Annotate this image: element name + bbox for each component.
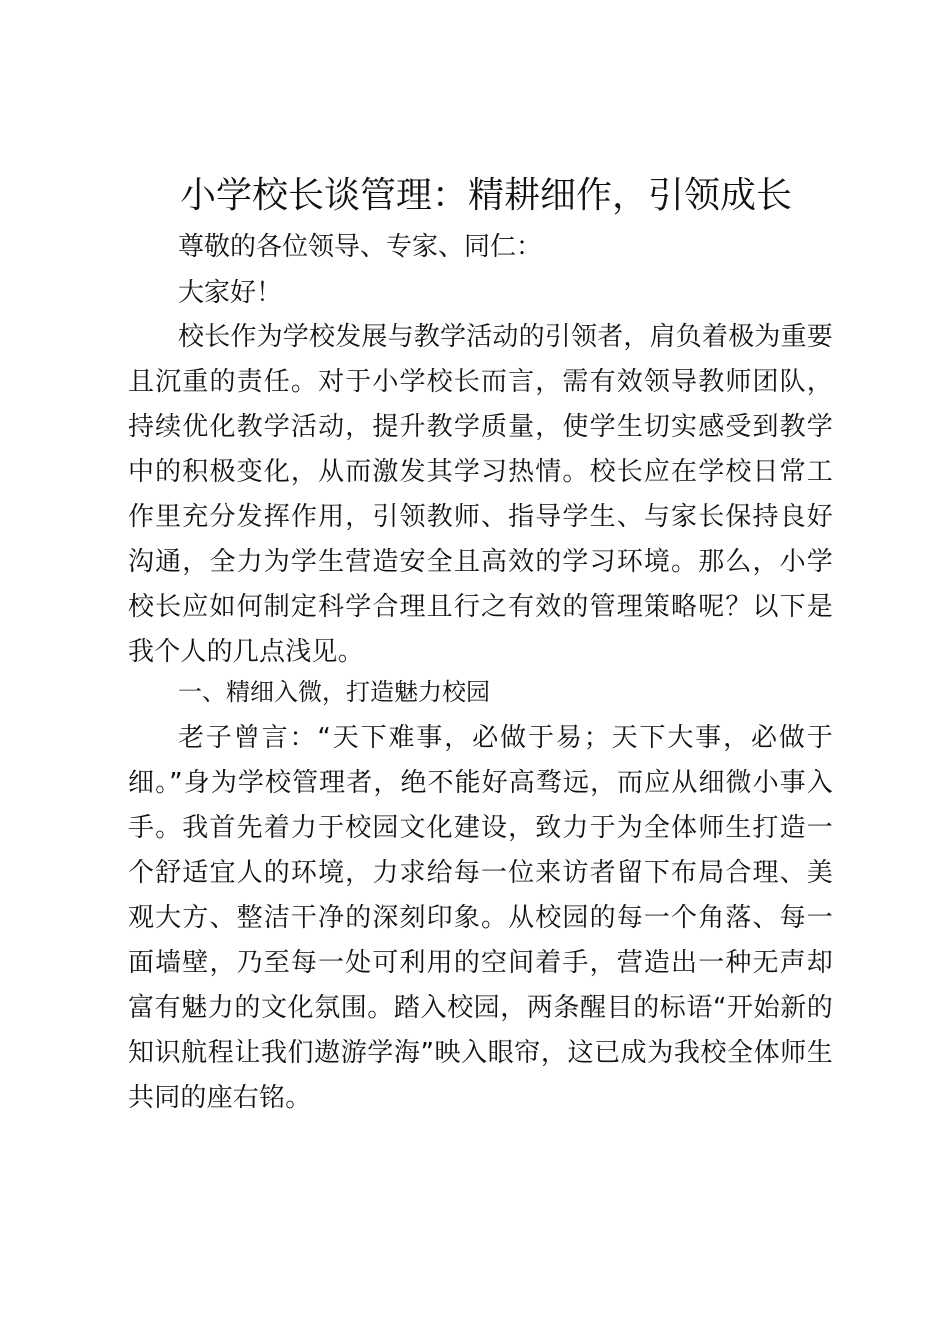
intro-paragraph: 校长作为学校发展与教学活动的引领者，肩负着极为重要且沉重的责任。对于小学校长而言，需有效领导教师团队，持续优化教学活动，提升教学质量，使学生切实感受到教学中的积极变化，从而激发其学习热情。校长应在学校日常工作里充分发挥作用，引领教师、指导学生、与家长保持良好沟通，全力为学生营造安全且高效的学习环境。那么，小学校长应如何制定科学合理且行之有效的管理策略呢？以下是我个人的几点浅见。 <box>128 322 834 667</box>
section-heading: 一、精细入微，打造魅力校园 <box>178 678 490 706</box>
document-title: 小学校长谈管理：精耕细作，引领成长 <box>180 175 793 216</box>
section-paragraph: 老子曾言：“天下难事，必做于易；天下大事，必做于细。”身为学校管理者，绝不能好高骛远，而应从细微小事入手。我首先着力于校园文化建设，致力于为全体师生打造一个舒适宜人的环境，力求给每一位来访者留下布局合理、美观大方、整洁干净的深刻印象。从校园的每一个角落、每一面墙壁，乃至每一处可利用的空间着手，营造出一种无声却富有魅力的文化氛围。踏入校园，两条醒目的标语“开始新的知识航程让我们遨游学海”映入眼帘，这已成为我校全体师生共同的座右铭。 <box>128 723 833 1113</box>
salutation: 尊敬的各位领导、专家、同仁： <box>178 232 543 262</box>
greeting: 大家好！ <box>178 278 283 308</box>
